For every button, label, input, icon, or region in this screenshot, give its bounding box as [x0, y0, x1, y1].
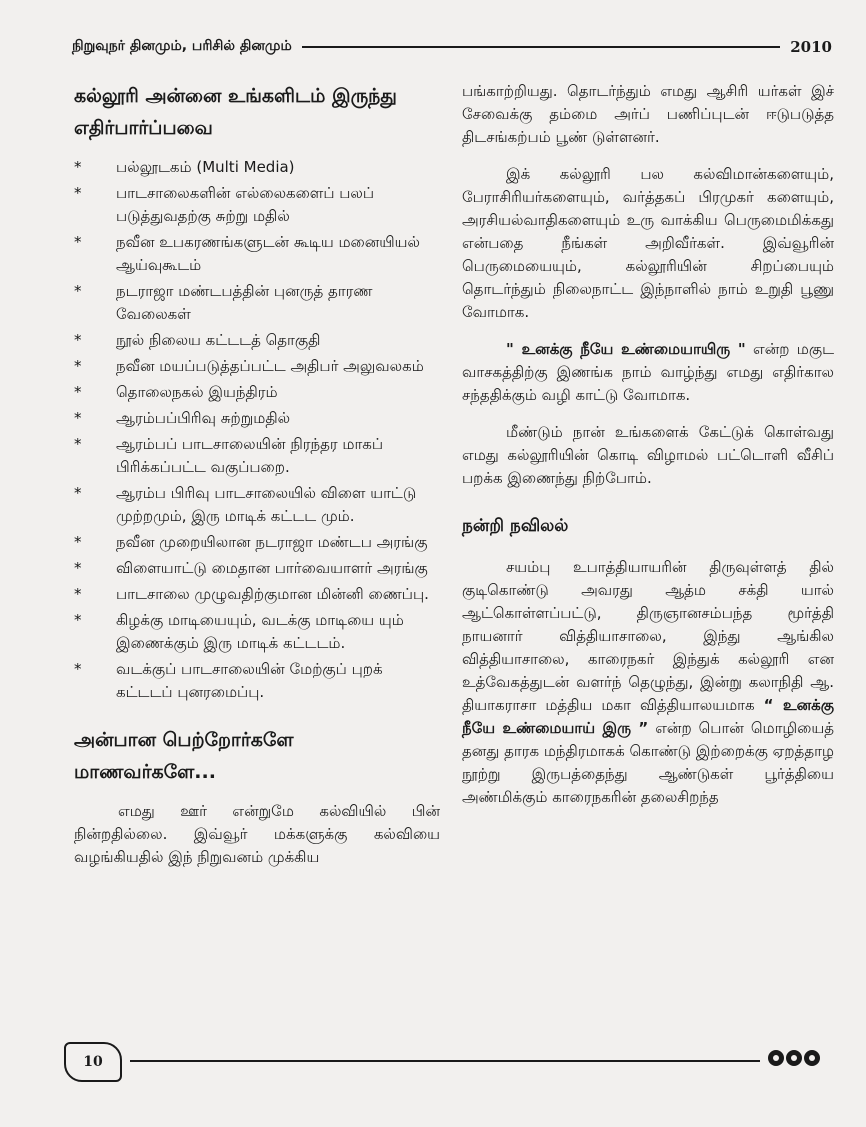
list-item: * பாடசாலை முழுவதிற்குமான மின்னி ணைப்பு. [74, 583, 440, 606]
list-item: * கிழக்கு மாடியையும், வடக்கு மாடியை யும் இணைக்கும் இரு மாடிக் கட்டடம். [74, 611, 404, 652]
bullet-star-icon: * [74, 357, 82, 375]
bullet-star-icon: * [74, 282, 82, 300]
list-item: * நவீன மயப்படுத்தப்பட்ட அதிபர் அலுவலகம் [74, 355, 440, 378]
page-footer [64, 1040, 830, 1084]
page-number: 10 [64, 1042, 122, 1082]
footer-rule [130, 1060, 760, 1062]
list-item: * ஆரம்பப்பிரிவு சுற்றுமதில் [74, 407, 440, 430]
bullet-star-icon: * [74, 533, 82, 551]
motto-quote: " உனக்கு நீயே உண்மையாயிரு " [506, 340, 746, 358]
list-item: * நவீன முறையிலான நடராஜா மண்டப அரங்கு [74, 531, 440, 554]
bullet-star-icon: * [74, 233, 82, 251]
paragraph: பங்காற்றியது. தொடர்ந்தும் எமது ஆசிரி யர்கள் இச் சேவைக்கு தம்மை அர்ப் பணிப்புடன் ஈடுபடுத்த திடசங்கற்பம் பூண் டுள்ளனர். [462, 82, 834, 146]
expectations-list [74, 156, 440, 704]
bullet-star-icon: * [74, 184, 82, 202]
bullet-star-icon: * [74, 585, 82, 603]
bullet-star-icon: * [74, 660, 82, 678]
bullet-star-icon: * [74, 158, 82, 176]
bullet-star-icon: * [74, 383, 82, 401]
paragraph: எமது ஊர் என்றுமே கல்வியில் பின் நின்றதில்லை. இவ்வூர் மக்களுக்கு கல்வியை வழங்கியதில் இந் நிறுவனம் முக்கிய [74, 802, 440, 866]
list-item: * வடக்குப் பாடசாலையின் மேற்குப் புறக் கட்டடப் புனரமைப்பு. [74, 660, 383, 701]
left-column [74, 80, 440, 883]
right-column [462, 80, 834, 823]
bullet-star-icon: * [74, 435, 82, 453]
list-item: * ஆரம்பப் பாடசாலையின் நிரந்தர மாகப் பிரிக்கப்பட்ட வகுப்பறை. [74, 435, 384, 476]
bullet-star-icon: * [74, 611, 82, 629]
list-item: * விளையாட்டு மைதான பார்வையாளர் அரங்கு [74, 557, 440, 580]
list-item: * பல்லூடகம் (Multi Media) [74, 156, 440, 179]
list-item: * ஆரம்ப பிரிவு பாடசாலையில் விளை யாட்டு முற்றமும், இரு மாடிக் கட்டட மும். [74, 484, 417, 525]
bullet-star-icon: * [74, 331, 82, 349]
section-heading-thanks: நன்றி நவிலல் [462, 516, 569, 536]
paragraph: இக் கல்லூரி பல கல்விமான்களையும், பேராசிரியர்களையும், வர்த்தகப் பிரமுகர் களையும், அரசியல்வாதிகளையும் உரு வாக்கிய பெருமைமிக்கது என்பதை நீங்கள் அறிவீர்கள். இவ்வூரின் பெருமையையும், கல்லூரியின் சிறப்பையும் தொடர்ந்தும் நிலைநாட்ட இந்நாளில் நாம் உறுதி பூணு வோமாக. [462, 165, 834, 321]
list-item: * நடராஜா மண்டபத்தின் புனருத் தாரண வேலைகள் [74, 282, 373, 323]
running-header [72, 36, 832, 58]
list-item: * பாடசாலைகளின் எல்லைகளைப் பலப் படுத்துவதற்கு சுற்று மதில் [74, 184, 375, 225]
list-item: * நூல் நிலைய கட்டடத் தொகுதி [74, 329, 440, 352]
section-heading-parents: அன்பான பெற்றோர்களே மாணவர்களே... [74, 729, 294, 783]
bullet-star-icon: * [74, 484, 82, 502]
header-year: 2010 [790, 38, 832, 56]
bullet-star-icon: * [74, 409, 82, 427]
ornament-icon [768, 1050, 820, 1066]
list-item: * நவீன உபகரணங்களுடன் கூடிய மனையியல் ஆய்வுகூடம் [74, 233, 420, 274]
list-item: * தொலைநகல் இயந்திரம் [74, 381, 440, 404]
paragraph: மீண்டும் நான் உங்களைக் கேட்டுக் கொள்வது எமது கல்லூரியின் கொடி விழாமல் பட்டொளி வீசிப் பறக்க இணைந்து நிற்போம். [462, 423, 834, 487]
motto-quote: “ உனக்கு நீயே உண்மையாய் இரு ” [462, 696, 834, 737]
section-heading-expectations: கல்லூரி அன்னை உங்களிடம் இருந்து எதிர்பார்ப்பவை [74, 85, 397, 139]
motto-paragraph: " உனக்கு நீயே உண்மையாயிரு " என்ற மகுட வாசகத்திற்கு இணங்க நாம் வாழ்ந்து எமது எதிர்கால சந்ததிக்கும் வழி காட்டு வோமாக. [462, 340, 835, 404]
header-rule [302, 46, 781, 48]
bullet-star-icon: * [74, 559, 82, 577]
header-title: நிறுவுநர் தினமும், பரிசில் தினமும் [72, 38, 292, 54]
thanks-paragraph: சயம்பு உபாத்தியாயரின் திருவுள்ளத் தில் குடிகொண்டு அவரது ஆத்ம சக்தி யால் ஆட்கொள்ளப்பட்டு, திருஞானசம்பந்த மூர்த்தி நாயனார் வித்தியாசாலை, இந்து ஆங்கில வித்தியாசாலை, காரைநகர் இந்துக் கல்லூரி என உத்வேகத்துடன் வளர்ந் தெழுந்து, இன்று கலாநிதி ஆ. தியாகராசா மத்திய மகா வித்தியாலயமாக “ உனக்கு நீயே உண்மையாய் இரு ” என்ற பொன் மொழியைத் தனது தாரக மந்திரமாகக் கொண்டு இற்றைக்கு ஏறத்தாழ நூற்று இருபத்தைந்து ஆண்டுகள் பூர்த்தியை அண்மிக்கும் காரைநகரின் தலைசிறந்த [462, 558, 834, 806]
